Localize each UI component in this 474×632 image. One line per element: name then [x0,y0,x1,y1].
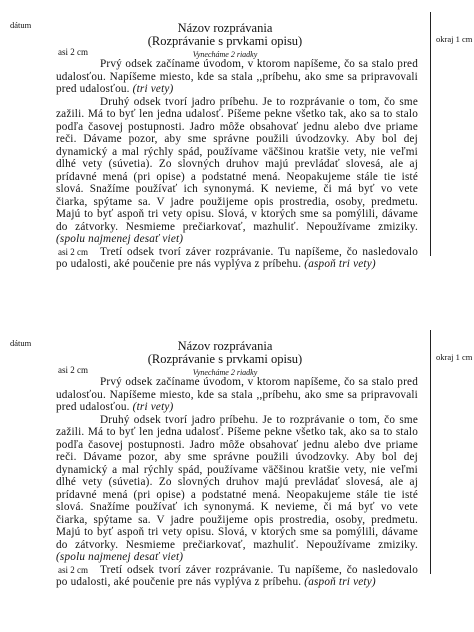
skip-lines-note: Vynecháme 2 riadky [192,368,258,377]
subtitle: (Rozprávanie s prvkami opisu) [147,352,303,366]
paragraph-core: Druhý odsek tvorí jadro príbehu. Je to rozprávanie o tom, čo sme zažili. Má to byť len jedna udalosť. Píšeme pekne všetko tak, ako sa to stalo podľa časovej postupnosti. Jadro môže obsahovať jednu alebo dve priame reči. Dávame pozor, aby sme správne použili úvodzovky. Aby bol dej dynamický a mal rýchly spád, používame väčšinou kratšie vety, nie veľmi dlhé vety (súvetia). Zo slovných druhov majú prevládať slovesá, ale aj prídavné mená (pri opise) a podstatné mená. Neopakujeme stále tie isté slová. Snažíme používať ich synonymá. K nevieme, či má byť vo vete čiarka, spýtame sa. V jadre použijeme opis prostredia, osoby, predmetu. Majú to byť aspoň tri vety opisu. Slová, v ktorých sme sa pomýlili, dávame do zátvorky. Nesmieme prečiarkovať, mazhuliť. Nepoužívame zmiziky. (spolu najmenej desať viet) [56,413,418,563]
page-copy-2 [0,318,474,618]
page-copy-1 [0,0,474,300]
paragraph-conclusion: Tretí odsek tvorí záver rozprávanie. Tu napíšeme, čo nasledovalo po udalosti, aké poučenie pre nás vyplýva z príbehu. (aspoň tri vety) [56,245,418,270]
margin-line [430,12,431,256]
title: Názov rozprávania [177,339,273,353]
paragraph-intro: Prvý odsek začíname úvodom, v ktorom napíšeme, čo sa stalo pred udalosťou. Napíšeme miesto, kde sa stala ,,príbehu, ako sme sa pripravovali pred udalosťou. (tri vety) [56,58,418,95]
indent-note: asi 2 cm [58,47,88,57]
subtitle: (Rozprávanie s prvkami opisu) [147,34,303,48]
body-text [56,58,418,271]
title: Názov rozprávania [177,21,273,35]
date-label: dátum [10,20,32,30]
indent-note: asi 2 cm [58,365,88,375]
margin-label: okraj 1 cm [436,352,473,362]
date-label: dátum [10,338,32,348]
body-text [56,376,418,589]
indent-note: asi 2 cm [58,247,88,257]
paragraph-core: Druhý odsek tvorí jadro príbehu. Je to rozprávanie o tom, čo sme zažili. Má to byť len jedna udalosť. Píšeme pekne všetko tak, ako sa to stalo podľa časovej postupnosti. Jadro môže obsahovať jednu alebo dve priame reči. Dávame pozor, aby sme správne použili úvodzovky. Aby bol dej dynamický a mal rýchly spád, používame väčšinou kratšie vety, nie veľmi dlhé vety (súvetia). Zo slovných druhov majú prevládať slovesá, ale aj prídavné mená (pri opise) a podstatné mená. Neopakujeme stále tie isté slová. Snažíme používať ich synonymá. K nevieme, či má byť vo vete čiarka, spýtame sa. V jadre použijeme opis prostredia, osoby, predmetu. Majú to byť aspoň tri vety opisu. Slová, v ktorých sme sa pomýlili, dávame do zátvorky. Nesmieme prečiarkovať, mazhuliť. Nepoužívame zmiziky. (spolu najmenej desať viet) [56,95,418,245]
skip-lines-note: Vynecháme 2 riadky [192,50,258,59]
title-block [60,340,390,377]
title-block [60,22,390,59]
margin-line [430,330,431,574]
margin-label: okraj 1 cm [436,34,473,44]
paragraph-intro: Prvý odsek začíname úvodom, v ktorom napíšeme, čo sa stalo pred udalosťou. Napíšeme miesto, kde sa stala ,,príbehu, ako sme sa pripravovali pred udalosťou. (tri vety) [56,376,418,413]
paragraph-conclusion: Tretí odsek tvorí záver rozprávanie. Tu napíšeme, čo nasledovalo po udalosti, aké poučenie pre nás vyplýva z príbehu. (aspoň tri vety) [56,563,418,588]
indent-note: asi 2 cm [58,565,88,575]
